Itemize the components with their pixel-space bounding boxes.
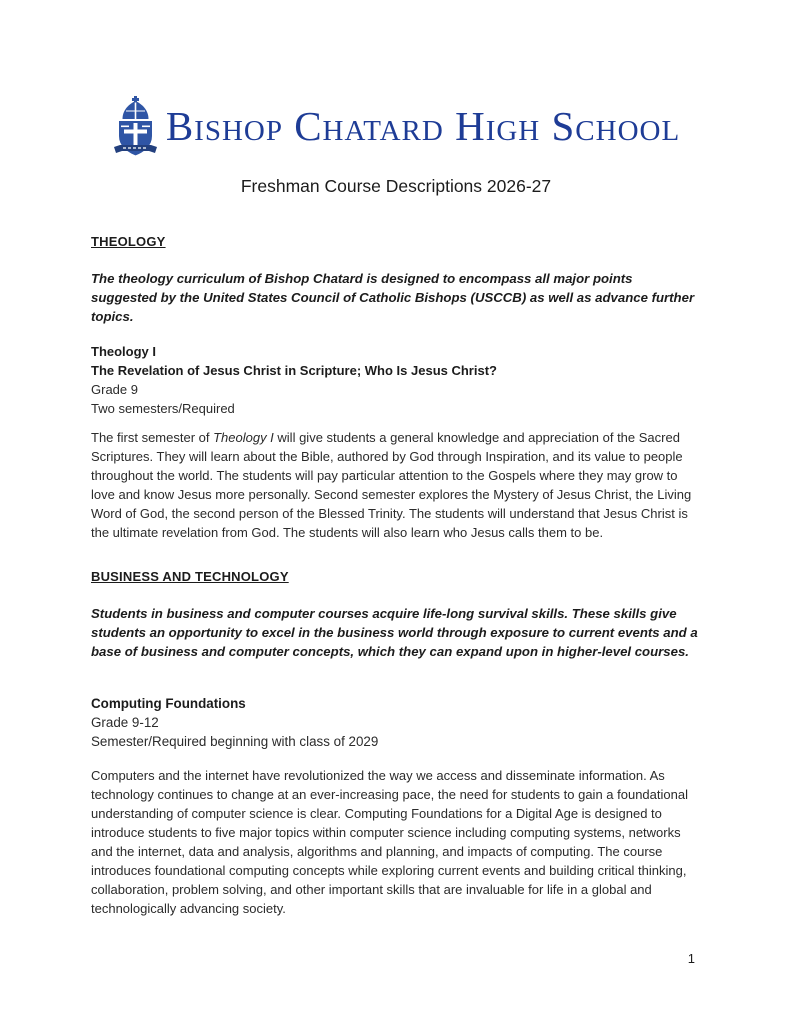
page-number: 1 bbox=[687, 951, 695, 966]
description-text: The first semester of bbox=[91, 430, 214, 445]
course-grade: Grade 9 bbox=[91, 382, 138, 397]
school-name: Bishop Chatard High School bbox=[165, 102, 681, 149]
section-heading-theology: THEOLOGY bbox=[91, 234, 166, 249]
course-title-reference: Theology I bbox=[213, 430, 274, 445]
course-description-computing-foundations: Computers and the internet have revolutionized the way we access and disseminate information. As technology continues to change at an ever-increasing pace, the need for students to gain a foundational understanding of computer science is clear. Computing Foundations for a Digital Age is designed to introduce students to five major topics within computer science including computing systems, networks and the internet, data and analysis, algorithms and planning, and impacts of computing. The course introduces foundational computing concepts while exploring current events and building critical thinking, collaboration, problem solving, and other important skills that are invaluable for life in a global and technologically advancing society. bbox=[91, 768, 688, 916]
description-text: will give students a general knowledge and appreciation of the Sacred Scriptures. They will learn about the Bible, authored by God through Inspiration, and its value to people throughout the world. The students will pay particular attention to the Gospels where they may grow to love and know Jesus more personally. Second semester explores the Mystery of Jesus Christ, the Living Word of God, the second person of the Blessed Trinity. The students will understand that Jesus Christ is the ultimate revelation from God. The students will also learn who Jesus calls them to be. bbox=[91, 430, 692, 540]
course-header-theology-1 bbox=[91, 342, 701, 418]
course-name: Computing Foundations bbox=[91, 696, 246, 711]
document-title: Freshman Course Descriptions 2026-27 bbox=[240, 176, 552, 196]
course-duration: Semester/Required beginning with class of 2029 bbox=[91, 734, 379, 749]
school-crest-icon bbox=[112, 96, 159, 160]
course-grade: Grade 9-12 bbox=[91, 715, 159, 730]
section-heading-business: BUSINESS AND TECHNOLOGY bbox=[91, 569, 289, 584]
business-intro: Students in business and computer courses acquire life-long survival skills. These skills give students an opportunity to excel in the business world through exposure to current events and a base of business and computer concepts, which they can expand upon in higher-level courses. bbox=[91, 606, 698, 659]
school-logo bbox=[91, 96, 701, 160]
course-duration: Two semesters/Required bbox=[91, 401, 235, 416]
course-name: Theology I bbox=[91, 344, 156, 359]
course-description-theology-1 bbox=[91, 428, 701, 542]
theology-intro: The theology curriculum of Bishop Chatard is designed to encompass all major points suggested by the United States Council of Catholic Bishops (USCCB) as well as advance further topics. bbox=[91, 271, 695, 324]
course-subtitle: The Revelation of Jesus Christ in Scripture; Who Is Jesus Christ? bbox=[91, 363, 497, 378]
course-header-computing-foundations bbox=[91, 694, 701, 751]
